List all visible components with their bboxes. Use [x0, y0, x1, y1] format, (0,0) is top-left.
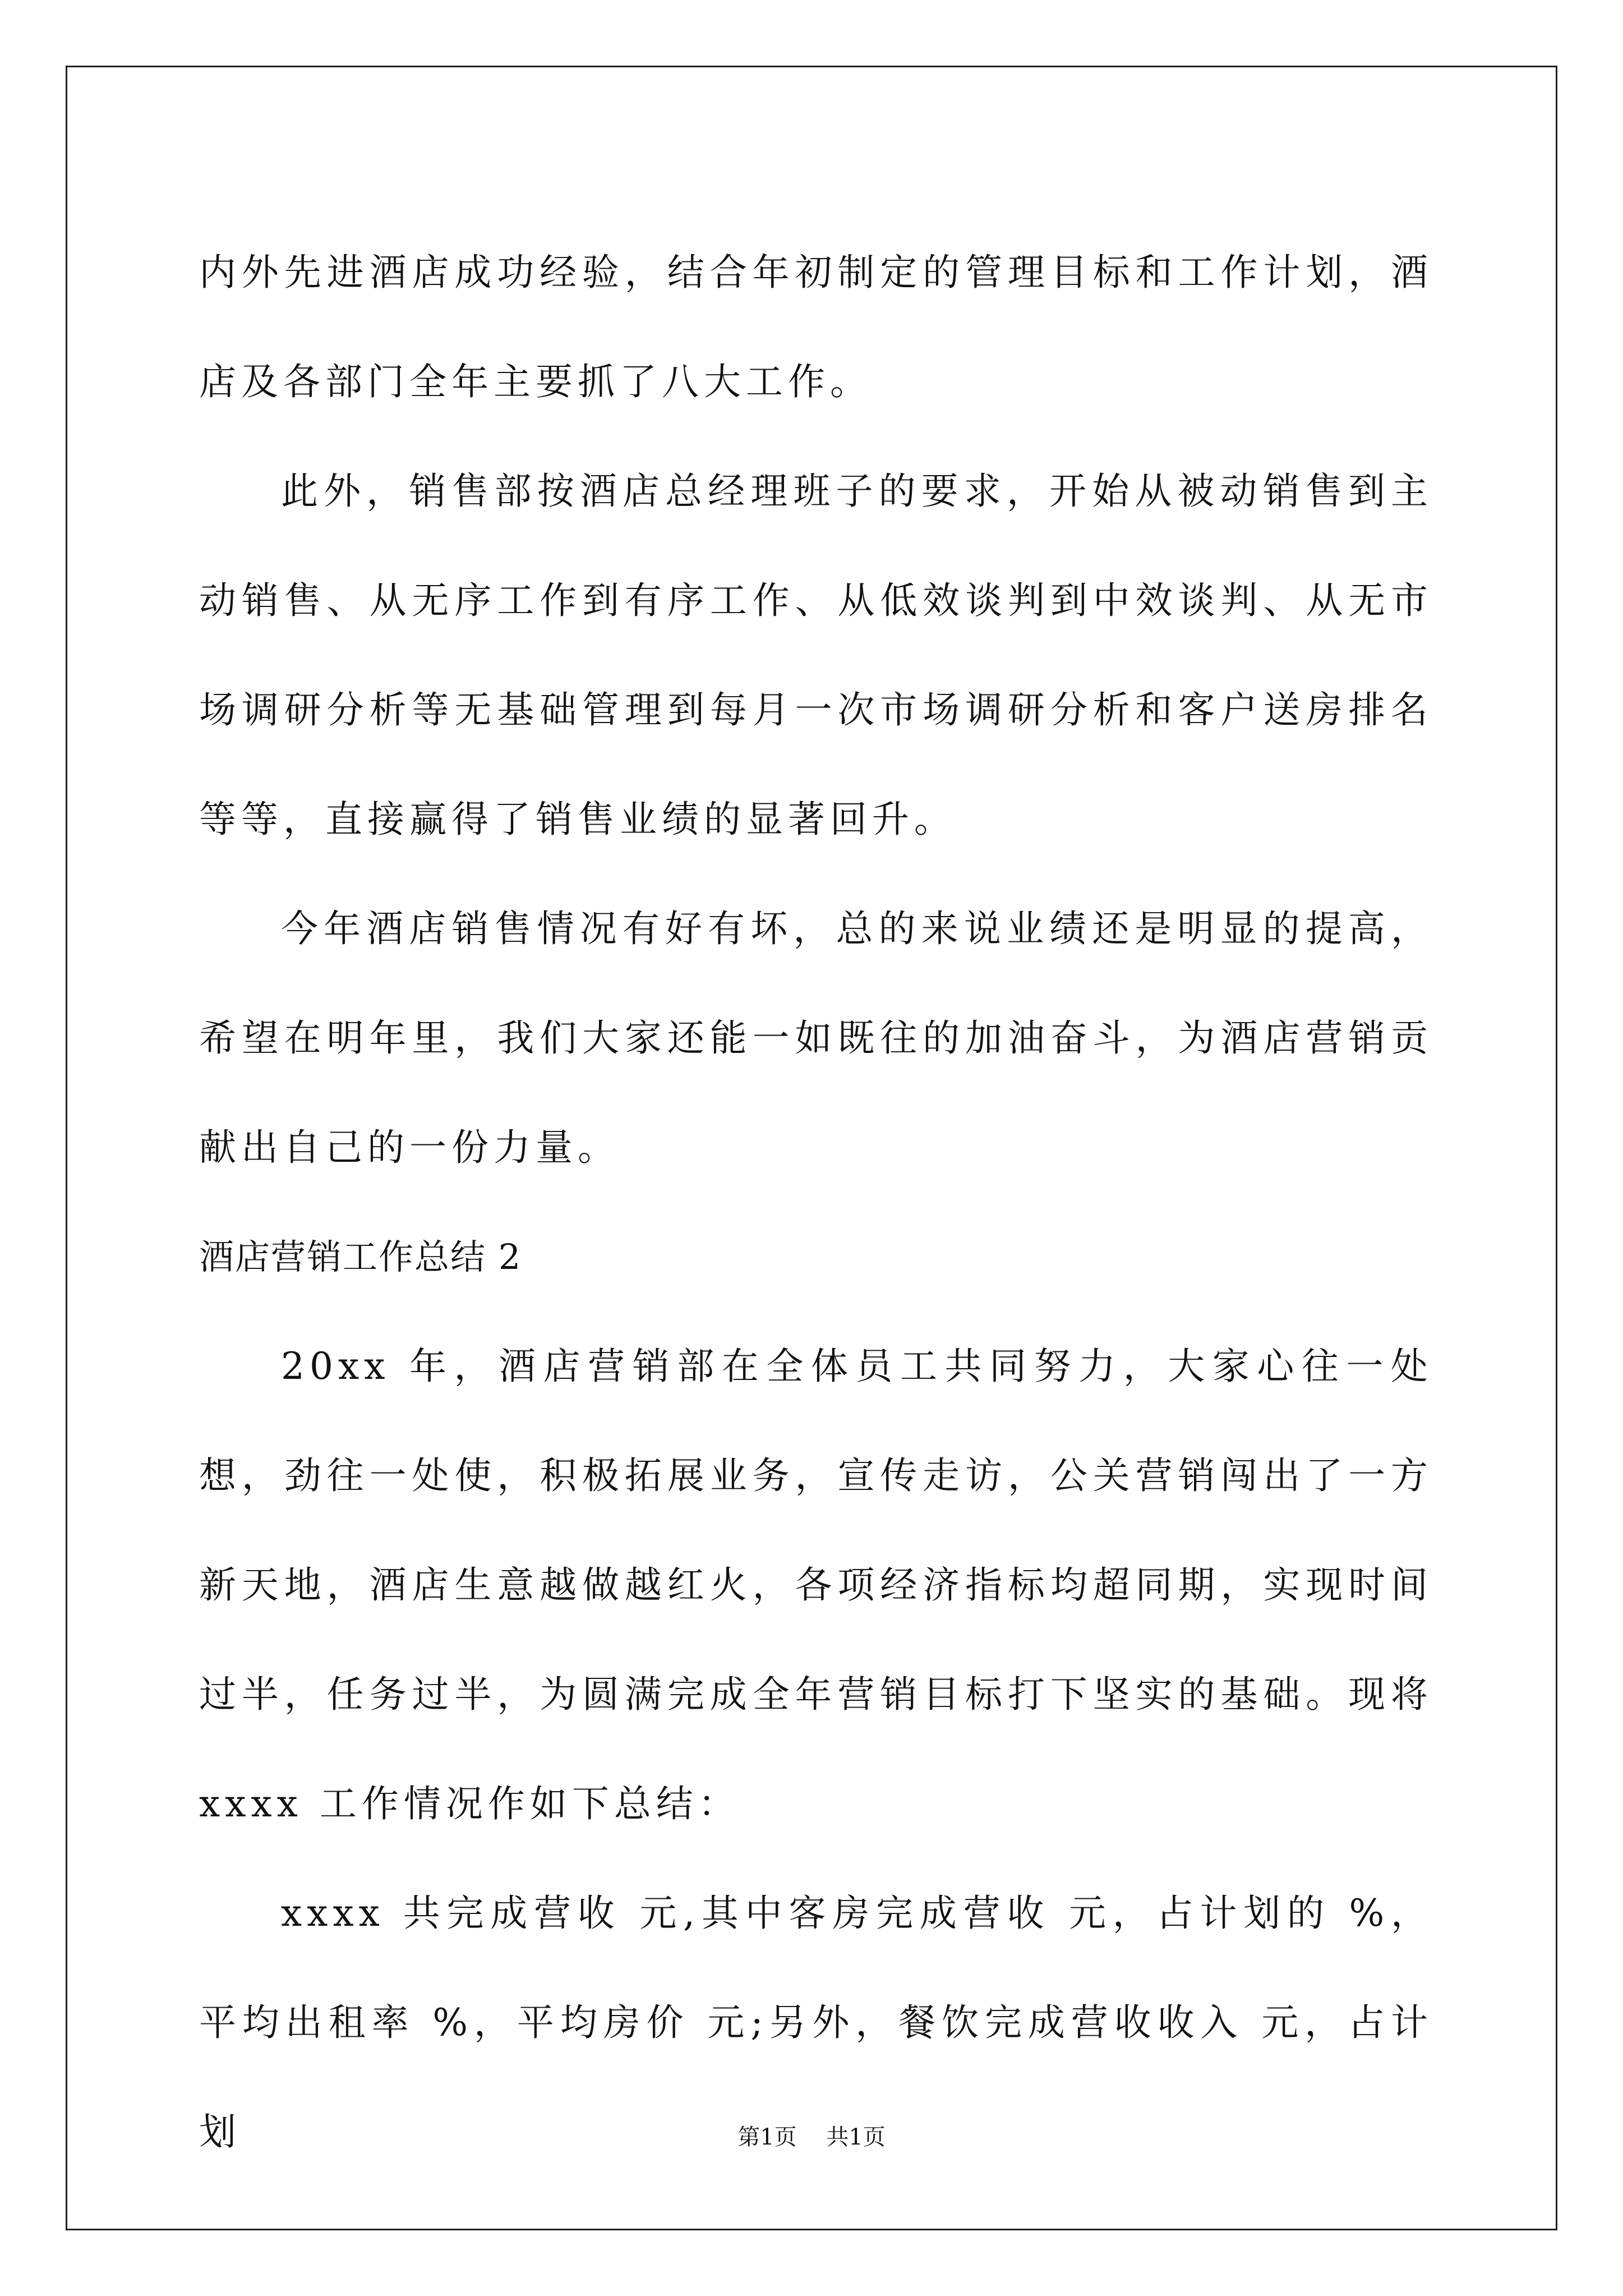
paragraph-5: xxxx 共完成营收 元,其中客房完成营收 元，占计划的 %，平均出租率 %，平均房价 元;另外，餐饮完成营收收入 元，占计划 [199, 1892, 1433, 2154]
document-body [199, 218, 1433, 2187]
paragraph-1: 内外先进酒店成功经验，结合年初制定的管理目标和工作计划，酒店及各部门全年主要抓了八大工作。 [199, 251, 1433, 403]
page-footer [0, 2120, 1623, 2154]
paragraph-2: 此外，销售部按酒店总经理班子的要求，开始从被动销售到主动销售、从无序工作到有序工作、从低效谈判到中效谈判、从无市场调研分析等无基础管理到每月一次市场调研分析和客户送房排名等等，直接赢得了销售业绩的显著回升。 [199, 470, 1433, 841]
page-number: 第1页 [737, 2124, 797, 2150]
paragraph-4: 20xx 年，酒店营销部在全体员工共同努力，大家心往一处想，劲往一处使，积极拓展业务，宣传走访，公关营销闯出了一方新天地，酒店生意越做越红火，各项经济指标均超同期，实现时间过半，任务过半，为圆满完成全年营销目标打下坚实的基础。现将 xxxx 工作情况作如下总结： [199, 1345, 1433, 1825]
page-total: 共1页 [826, 2124, 886, 2150]
section-heading: 酒店营销工作总结 2 [199, 1236, 522, 1277]
paragraph-3: 今年酒店销售情况有好有坏，总的来说业绩还是明显的提高，希望在明年里，我们大家还能一如既往的加油奋斗，为酒店营销贡献出自己的一份力量。 [199, 907, 1433, 1169]
